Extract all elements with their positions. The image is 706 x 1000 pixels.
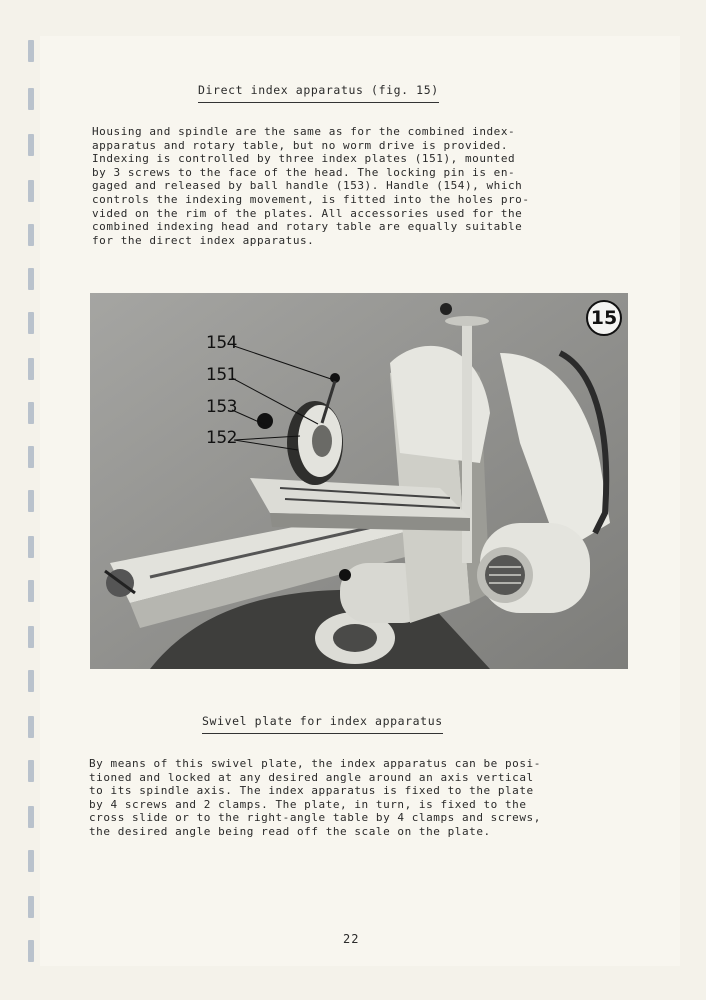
leader-153: [232, 410, 268, 426]
swivel-plate-description: [89, 757, 541, 839]
text-line: the desired angle being read off the scale on the plate.: [89, 824, 491, 838]
text-line: vided on the rim of the plates. All accessories used for the: [92, 206, 523, 220]
leader-152a: [234, 436, 300, 440]
text-line: combined indexing head and rotary table are equally suitable: [92, 220, 523, 234]
callout-152: 152: [206, 428, 237, 448]
text-line: by 3 screws to the face of the head. The locking pin is en-: [92, 165, 516, 179]
leader-152b: [234, 440, 298, 450]
text-line: for the direct index apparatus.: [92, 233, 315, 247]
text-line: controls the indexing movement, is fitted into the holes pro-: [92, 192, 530, 206]
text-line: gaged and released by ball handle (153). Handle (154), which: [92, 179, 523, 193]
leader-154: [234, 346, 334, 380]
section-heading-swivel-plate: Swivel plate for index apparatus: [202, 714, 443, 728]
text-line: by 4 screws and 2 clamps. The plate, in turn, is fixed to the: [89, 797, 527, 811]
callout-153: 153: [206, 397, 237, 417]
text-line: tioned and locked at any desired angle around an axis vertical: [89, 770, 534, 784]
section-heading-direct-index: Direct index apparatus (fig. 15): [198, 83, 439, 97]
text-line: cross slide or to the right-angle table by 4 clamps and screws,: [89, 811, 541, 825]
leader-151: [232, 378, 318, 424]
callout-154: 154: [206, 333, 237, 353]
callout-151: 151: [206, 365, 237, 385]
page-number: 22: [343, 932, 360, 946]
text-line: Indexing is controlled by three index plates (151), mounted: [92, 152, 516, 166]
text-line: apparatus and rotary table, but no worm drive is provided.: [92, 138, 509, 152]
text-line: to its spindle axis. The index apparatus is fixed to the plate: [89, 784, 534, 798]
text-line: By means of this swivel plate, the index apparatus can be posi-: [89, 757, 541, 770]
heading-underline: [202, 733, 443, 735]
figure-number-badge: 15: [586, 300, 622, 336]
text-line: Housing and spindle are the same as for the combined index-: [92, 125, 516, 138]
